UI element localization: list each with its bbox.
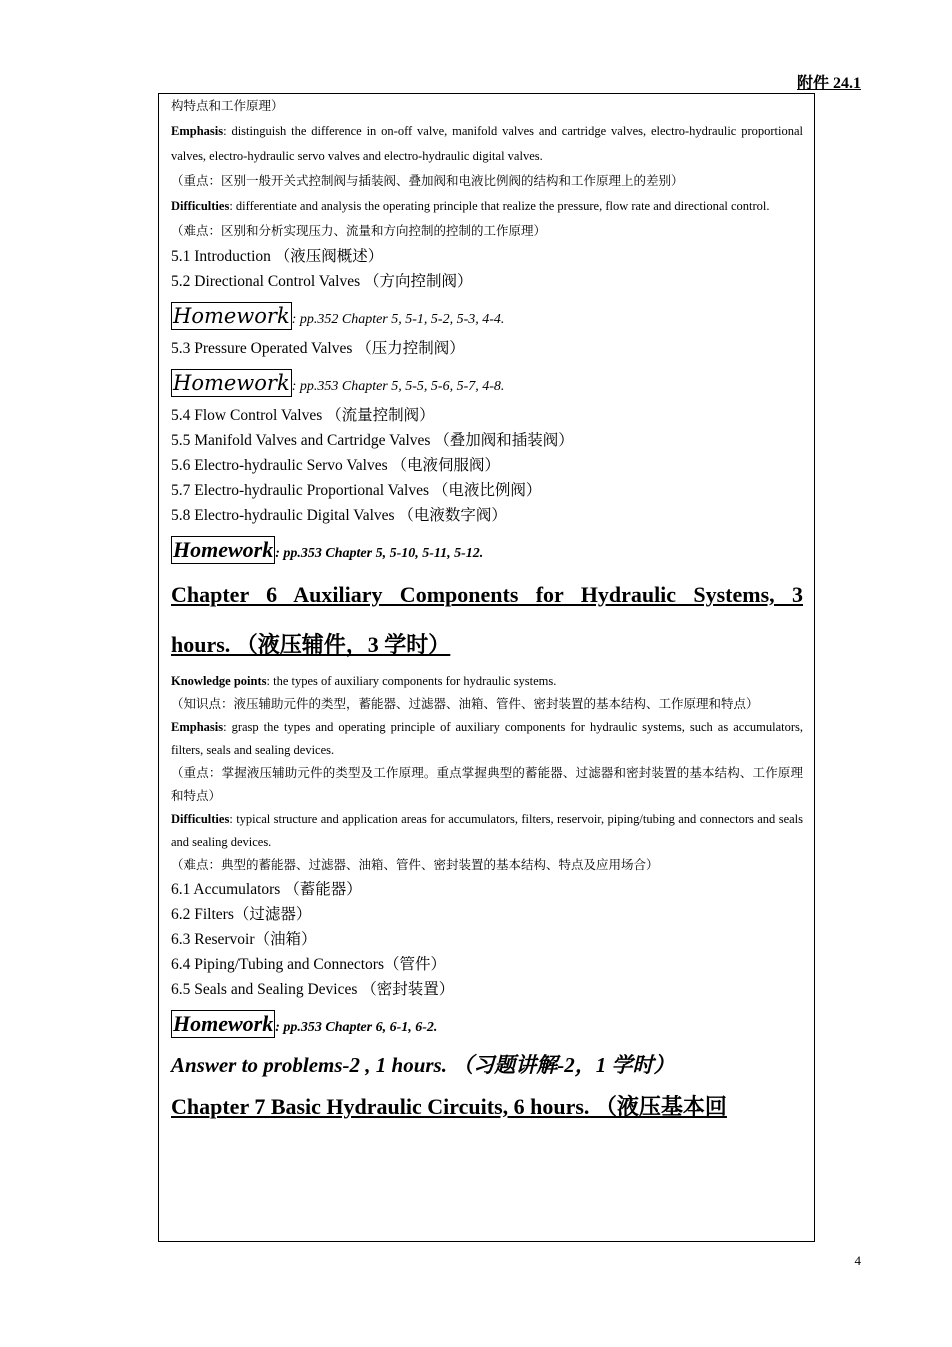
homework-label: Homework	[173, 1011, 274, 1036]
answer-to-problems: Answer to problems-2 , 1 hours. （习题讲解-2，1 学时）	[171, 1053, 675, 1077]
section-5-6: 5.6 Electro-hydraulic Servo Valves （电液伺服阀）	[171, 457, 501, 474]
difficulties-cn: （难点：区别和分析实现压力、流量和方向控制的控制的工作原理）	[171, 224, 547, 238]
homework-text: : pp.353 Chapter 5, 5-10, 5-11, 5-12.	[275, 546, 484, 561]
section-6-3: 6.3 Reservoir（油箱）	[171, 931, 317, 948]
difficulties-text: : differentiate and analysis the operating principle that realize the pressure, flow rate and directional control.	[229, 199, 770, 213]
section-5-4: 5.4 Flow Control Valves （流量控制阀）	[171, 407, 435, 424]
attachment-label: 附件 24.1	[796, 75, 861, 92]
homework-text: : pp.353 Chapter 6, 6-1, 6-2.	[275, 1020, 438, 1035]
section-5-8: 5.8 Electro-hydraulic Digital Valves （电液数字阀）	[171, 507, 507, 524]
emphasis-text: : grasp the types and operating principle of auxiliary components for hydraulic systems, such as accumulators, filters, seals and sealing devices.	[171, 720, 803, 757]
emphasis-label: Emphasis	[171, 124, 224, 138]
homework-1	[171, 302, 803, 330]
difficulties-text: : typical structure and application areas for accumulators, filters, reservoir, piping/tubing and connectors and seals and sealing devices.	[171, 812, 803, 849]
difficulties-paragraph	[171, 194, 803, 219]
homework-label: Homework	[173, 537, 274, 562]
difficulties-label: Difficulties	[171, 199, 230, 213]
section-6-5: 6.5 Seals and Sealing Devices （密封装置）	[171, 981, 455, 998]
homework-4	[171, 1010, 803, 1038]
section-6-1: 6.1 Accumulators （蓄能器）	[171, 881, 362, 898]
syllabus-content	[171, 94, 803, 1132]
emphasis-6-paragraph	[171, 716, 803, 762]
page-number: 4	[854, 1253, 861, 1268]
homework-3	[171, 536, 803, 564]
difficulties-label: Difficulties	[171, 812, 230, 826]
section-6-2: 6.2 Filters（过滤器）	[171, 906, 312, 923]
chapter-6-heading-cont: hours. （液压辅件，3 学时）	[171, 632, 451, 657]
homework-label: Homework	[173, 304, 290, 328]
knowledge-points-text: : the types of auxiliary components for hydraulic systems.	[266, 674, 557, 688]
section-5-5: 5.5 Manifold Valves and Cartridge Valves （叠加阀和插装阀）	[171, 432, 574, 449]
section-5-2: 5.2 Directional Control Valves （方向控制阀）	[171, 273, 473, 290]
homework-label: Homework	[173, 371, 290, 395]
emphasis-6-cn: （重点：掌握液压辅助元件的类型及工作原理。重点掌握典型的蓄能器、过滤器和密封装置的基本结构、工作原理和特点）	[171, 766, 803, 803]
structure-note: 构特点和工作原理）	[171, 99, 284, 113]
emphasis-paragraph	[171, 119, 803, 169]
knowledge-points-paragraph	[171, 670, 803, 693]
section-5-7: 5.7 Electro-hydraulic Proportional Valves （电液比例阀）	[171, 482, 542, 499]
emphasis-text: : distinguish the difference in on-off valve, manifold valves and cartridge valves, electro-hydraulic proportional valves, electro-hydraulic servo valves and electro-hydraulic digital valves.	[171, 124, 803, 163]
difficulties-6-cn: （难点：典型的蓄能器、过滤器、油箱、管件、密封装置的基本结构、特点及应用场合）	[171, 858, 659, 872]
chapter-6-heading: Chapter 6 Auxiliary Components for Hydraulic Systems, 3	[171, 582, 803, 607]
homework-2	[171, 369, 803, 397]
difficulties-6-paragraph	[171, 808, 803, 854]
emphasis-label: Emphasis	[171, 720, 224, 734]
homework-text: : pp.352 Chapter 5, 5-1, 5-2, 5-3, 4-4.	[291, 312, 505, 327]
emphasis-cn: （重点：区别一般开关式控制阀与插装阀、叠加阀和电液比例阀的结构和工作原理上的差别）	[171, 174, 684, 188]
section-6-4: 6.4 Piping/Tubing and Connectors（管件）	[171, 956, 446, 973]
knowledge-points-label: Knowledge points	[171, 674, 267, 688]
section-5-1: 5.1 Introduction （液压阀概述）	[171, 248, 384, 265]
homework-text: : pp.353 Chapter 5, 5-5, 5-6, 5-7, 4-8.	[291, 379, 505, 394]
knowledge-points-cn: （知识点：液压辅助元件的类型，蓄能器、过滤器、油箱、管件、密封装置的基本结构、工作原理和特点）	[171, 697, 759, 711]
content-frame	[158, 93, 815, 1242]
section-5-3: 5.3 Pressure Operated Valves （压力控制阀）	[171, 340, 465, 357]
chapter-7-heading: Chapter 7 Basic Hydraulic Circuits, 6 hours. （液压基本回	[171, 1094, 727, 1119]
